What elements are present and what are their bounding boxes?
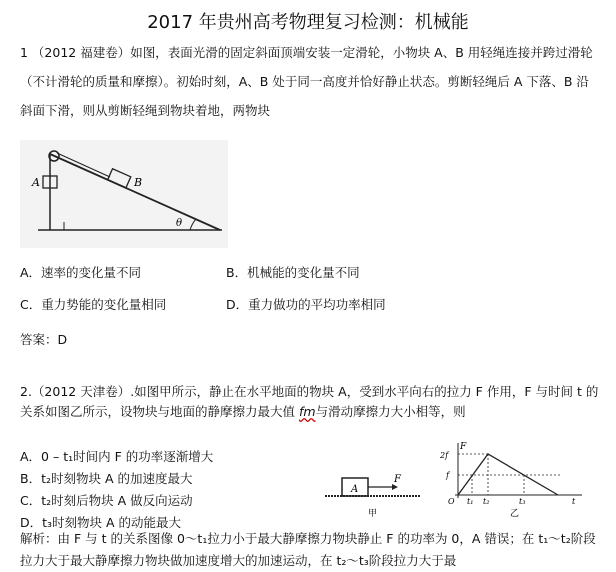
q2-option-b: B．t₂时刻物块 A 的加速度最大 xyxy=(20,471,193,486)
q2-option-c: C．t₂时刻后物块 A 做反向运动 xyxy=(20,493,193,508)
label-t-axis: t xyxy=(572,497,576,506)
q2-option-a: A．0 – t₁时间内 F 的功率逐渐增大 xyxy=(20,449,214,464)
q1-option-a: A．速率的变化量不同 xyxy=(20,265,142,280)
q1-option-b: B．机械能的变化量不同 xyxy=(226,265,360,280)
q2-text-part2: 与滑动摩擦力大小相等，则 xyxy=(315,404,466,419)
rope-b xyxy=(57,153,110,177)
label-force: F xyxy=(394,474,401,485)
question-2-figure xyxy=(320,440,585,520)
q1-answer: 答案：D xyxy=(20,332,68,347)
q1-option-d: D．重力做功的平均功率相同 xyxy=(226,297,386,312)
label-t3: t₃ xyxy=(519,497,526,506)
label-theta: θ xyxy=(176,218,183,229)
label-block-a: A xyxy=(351,484,359,495)
label-t2: t₂ xyxy=(483,497,490,506)
force-diagrams xyxy=(320,440,585,520)
label-b: B xyxy=(134,176,143,189)
angle-arc xyxy=(190,219,196,230)
question-2-text xyxy=(20,382,600,422)
q2-solution: 解析：由 F 与 t 的关系图像 0～t₁拉力小于最大静摩擦力物块静止 F 的功率为 0，A 错误；在 t₁～t₂阶段拉力大于最大静摩擦力物块做加速度增大的加速运动，在 t₂～t₃阶段拉力大于最 xyxy=(20,531,596,568)
q2-text-part1: 2.（2012 天津卷）.如图甲所示，静止在水平地面的物块 A，受到水平向右的拉力 F 作用，F 与时间 t 的关系如图乙所示，设物块与地面的静摩擦力最大值 xyxy=(20,384,599,419)
label-2fm: 2f xyxy=(440,451,449,460)
question-1-text: 1 （2012 福建卷）如图，表面光滑的固定斜面顶端安装一定滑轮，小物块 A、B 用轻绳连接并跨过滑轮（不计滑轮的质量和摩擦）。初始时刻，A、B 处于同一高度并恰好静止状态。剪断轻绳后 A 下落、B 沿斜面下滑，则从剪断轻绳到物块着地，两物块 xyxy=(20,45,593,118)
label-y-axis: F xyxy=(460,442,467,452)
incline-line xyxy=(50,154,220,230)
label-fm: f xyxy=(446,471,449,480)
block-b xyxy=(108,169,131,188)
incline-diagram xyxy=(20,140,228,248)
q1-option-c: C．重力势能的变化量相同 xyxy=(20,297,167,312)
label-t1: t₁ xyxy=(467,497,474,506)
force-curve xyxy=(458,454,558,495)
label-origin: O xyxy=(448,497,455,506)
caption-yi: 乙 xyxy=(510,509,520,519)
label-a: A xyxy=(32,176,40,189)
document-title: 2017 年贵州高考物理复习检测：机械能 xyxy=(147,12,469,33)
q2-option-d: D．t₃时刻物块 A 的动能最大 xyxy=(20,515,182,530)
fm-symbol: fm xyxy=(298,404,316,419)
question-1-figure xyxy=(20,140,228,248)
caption-jia: 甲 xyxy=(368,509,378,519)
